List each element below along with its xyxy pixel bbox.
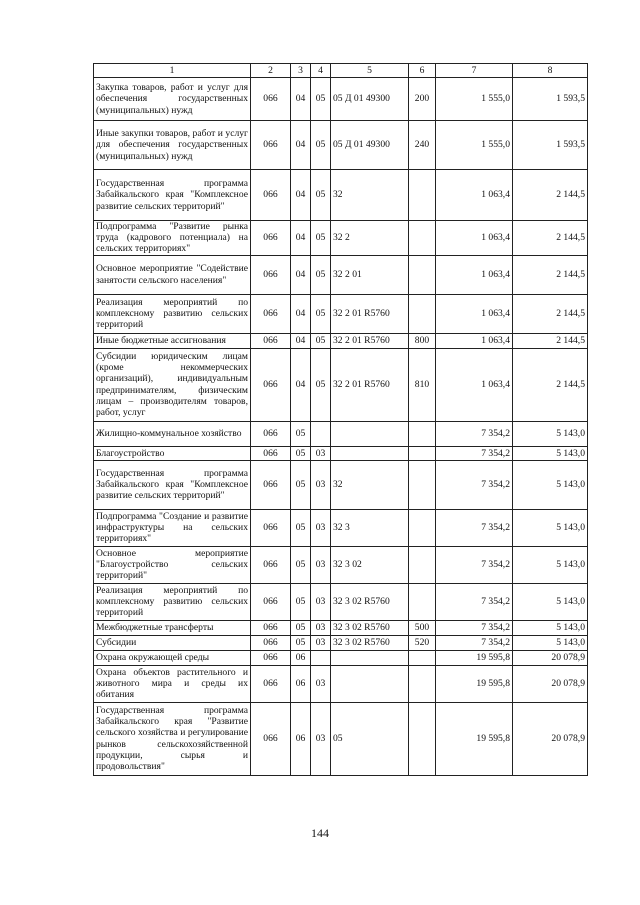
table-row (94, 546, 588, 583)
row-sum2-cell: 2 144,5 (513, 333, 588, 348)
row-name-cell: Субсидии (94, 635, 251, 650)
row-name-cell: Государственная программа Забайкальского края "Комплексное развитие сельских территорий" (94, 460, 251, 509)
row-vr-cell (409, 702, 436, 775)
row-vr-cell: 200 (409, 78, 436, 121)
row-vr-cell (409, 255, 436, 294)
row-pr-cell: 05 (311, 221, 331, 256)
row-rz-cell: 05 (291, 546, 311, 583)
row-sum2-cell: 2 144,5 (513, 294, 588, 333)
row-sum1-cell: 1 063,4 (436, 348, 513, 421)
row-rz-cell: 05 (291, 460, 311, 509)
row-pr-cell: 03 (311, 546, 331, 583)
row-name-cell: Государственная программа Забайкальского края "Комплексное развитие сельских территорий" (94, 170, 251, 221)
row-vr-cell: 800 (409, 333, 436, 348)
table-row (94, 255, 588, 294)
row-name-cell: Основное мероприятие "Содействие занятости сельского населения" (94, 255, 251, 294)
column-header: 6 (409, 64, 436, 78)
table-row (94, 702, 588, 775)
column-header: 8 (513, 64, 588, 78)
row-sum1-cell: 7 354,2 (436, 635, 513, 650)
row-gr-cell: 066 (251, 509, 291, 546)
row-sum2-cell: 2 144,5 (513, 221, 588, 256)
row-pr-cell (311, 650, 331, 665)
row-gr-cell: 066 (251, 294, 291, 333)
row-sum2-cell: 2 144,5 (513, 170, 588, 221)
row-sum1-cell: 7 354,2 (436, 446, 513, 460)
row-csr-cell: 32 3 02 R5760 (331, 620, 409, 635)
row-csr-cell: 32 3 02 (331, 546, 409, 583)
row-pr-cell: 05 (311, 294, 331, 333)
row-csr-cell: 32 2 01 R5760 (331, 294, 409, 333)
table-row (94, 348, 588, 421)
row-name-cell: Реализация мероприятий по комплексному развитию сельских территорий (94, 294, 251, 333)
row-name-cell: Государственная программа Забайкальского края "Развитие сельского хозяйства и регулирование рынков сельскохозяйственной продукции, сырья и продовольствия" (94, 702, 251, 775)
table-row (94, 78, 588, 121)
page-number: 144 (311, 826, 329, 840)
row-rz-cell: 04 (291, 348, 311, 421)
row-sum1-cell: 7 354,2 (436, 583, 513, 620)
row-gr-cell: 066 (251, 221, 291, 256)
column-header: 1 (94, 64, 251, 78)
column-header: 5 (331, 64, 409, 78)
row-sum1-cell: 19 595,8 (436, 650, 513, 665)
row-vr-cell (409, 446, 436, 460)
budget-table (93, 63, 588, 776)
row-vr-cell (409, 460, 436, 509)
row-rz-cell: 04 (291, 221, 311, 256)
row-csr-cell: 05 Д 01 49300 (331, 78, 409, 121)
row-pr-cell: 05 (311, 121, 331, 170)
row-sum2-cell: 20 078,9 (513, 702, 588, 775)
row-csr-cell: 05 Д 01 49300 (331, 121, 409, 170)
row-gr-cell: 066 (251, 620, 291, 635)
row-vr-cell (409, 546, 436, 583)
row-sum2-cell: 5 143,0 (513, 620, 588, 635)
row-vr-cell (409, 294, 436, 333)
row-pr-cell: 05 (311, 170, 331, 221)
row-gr-cell: 066 (251, 78, 291, 121)
row-sum2-cell: 2 144,5 (513, 348, 588, 421)
row-gr-cell: 066 (251, 421, 291, 446)
row-csr-cell (331, 421, 409, 446)
row-csr-cell: 32 3 02 R5760 (331, 635, 409, 650)
row-csr-cell: 32 (331, 460, 409, 509)
row-sum1-cell: 1 555,0 (436, 121, 513, 170)
row-vr-cell (409, 421, 436, 446)
row-pr-cell: 03 (311, 446, 331, 460)
table-row (94, 121, 588, 170)
row-rz-cell: 05 (291, 635, 311, 650)
row-csr-cell: 05 (331, 702, 409, 775)
row-sum1-cell: 1 555,0 (436, 78, 513, 121)
table-row (94, 650, 588, 665)
row-pr-cell: 05 (311, 333, 331, 348)
row-gr-cell: 066 (251, 446, 291, 460)
column-header: 2 (251, 64, 291, 78)
row-sum2-cell: 1 593,5 (513, 78, 588, 121)
table-row (94, 583, 588, 620)
row-csr-cell: 32 3 02 R5760 (331, 583, 409, 620)
row-pr-cell: 03 (311, 620, 331, 635)
row-gr-cell: 066 (251, 121, 291, 170)
row-gr-cell: 066 (251, 583, 291, 620)
row-pr-cell: 05 (311, 78, 331, 121)
row-vr-cell (409, 665, 436, 702)
row-sum2-cell: 20 078,9 (513, 665, 588, 702)
row-sum2-cell: 20 078,9 (513, 650, 588, 665)
row-vr-cell (409, 583, 436, 620)
row-gr-cell: 066 (251, 546, 291, 583)
table-row (94, 620, 588, 635)
row-pr-cell: 05 (311, 348, 331, 421)
row-name-cell: Подпрограмма "Развитие рынка труда (кадрового потенциала) на сельских территориях" (94, 221, 251, 256)
row-rz-cell: 06 (291, 702, 311, 775)
row-gr-cell: 066 (251, 333, 291, 348)
row-vr-cell: 240 (409, 121, 436, 170)
row-sum2-cell: 5 143,0 (513, 546, 588, 583)
row-sum1-cell: 1 063,4 (436, 170, 513, 221)
row-sum1-cell: 7 354,2 (436, 509, 513, 546)
row-sum2-cell: 5 143,0 (513, 509, 588, 546)
table-row (94, 446, 588, 460)
row-sum2-cell: 2 144,5 (513, 255, 588, 294)
row-rz-cell: 05 (291, 583, 311, 620)
row-sum2-cell: 5 143,0 (513, 635, 588, 650)
row-csr-cell: 32 2 01 R5760 (331, 348, 409, 421)
table-row (94, 509, 588, 546)
row-gr-cell: 066 (251, 635, 291, 650)
row-rz-cell: 04 (291, 121, 311, 170)
row-gr-cell: 066 (251, 255, 291, 294)
row-rz-cell: 05 (291, 446, 311, 460)
row-gr-cell: 066 (251, 460, 291, 509)
row-name-cell: Реализация мероприятий по комплексному развитию сельских территорий (94, 583, 251, 620)
row-rz-cell: 04 (291, 78, 311, 121)
row-gr-cell: 066 (251, 665, 291, 702)
row-sum1-cell: 1 063,4 (436, 333, 513, 348)
row-sum1-cell: 7 354,2 (436, 620, 513, 635)
row-name-cell: Закупка товаров, работ и услуг для обеспечения государственных (муниципальных) нужд (94, 78, 251, 121)
row-pr-cell (311, 421, 331, 446)
row-vr-cell (409, 650, 436, 665)
row-sum2-cell: 1 593,5 (513, 121, 588, 170)
header-row (94, 64, 588, 78)
row-vr-cell: 520 (409, 635, 436, 650)
row-vr-cell (409, 509, 436, 546)
table-row (94, 221, 588, 256)
row-rz-cell: 04 (291, 170, 311, 221)
row-sum1-cell: 1 063,4 (436, 221, 513, 256)
row-sum1-cell: 1 063,4 (436, 294, 513, 333)
column-header: 3 (291, 64, 311, 78)
row-name-cell: Жилищно-коммунальное хозяйство (94, 421, 251, 446)
table-row (94, 294, 588, 333)
row-rz-cell: 04 (291, 255, 311, 294)
row-sum1-cell: 1 063,4 (436, 255, 513, 294)
row-rz-cell: 05 (291, 620, 311, 635)
table-row (94, 460, 588, 509)
row-csr-cell: 32 2 01 R5760 (331, 333, 409, 348)
row-sum1-cell: 19 595,8 (436, 702, 513, 775)
table-row (94, 421, 588, 446)
row-sum2-cell: 5 143,0 (513, 583, 588, 620)
row-rz-cell: 06 (291, 650, 311, 665)
row-pr-cell: 03 (311, 665, 331, 702)
row-rz-cell: 05 (291, 421, 311, 446)
table-body (94, 78, 588, 776)
row-gr-cell: 066 (251, 702, 291, 775)
row-sum2-cell: 5 143,0 (513, 421, 588, 446)
row-csr-cell (331, 446, 409, 460)
row-vr-cell: 810 (409, 348, 436, 421)
row-vr-cell (409, 221, 436, 256)
row-gr-cell: 066 (251, 170, 291, 221)
row-name-cell: Иные бюджетные ассигнования (94, 333, 251, 348)
row-vr-cell (409, 170, 436, 221)
row-name-cell: Иные закупки товаров, работ и услуг для обеспечения государственных (муниципальных) нужд (94, 121, 251, 170)
row-sum1-cell: 7 354,2 (436, 421, 513, 446)
row-csr-cell: 32 2 01 (331, 255, 409, 294)
table-row (94, 665, 588, 702)
row-pr-cell: 05 (311, 255, 331, 294)
row-vr-cell: 500 (409, 620, 436, 635)
row-gr-cell: 066 (251, 348, 291, 421)
row-pr-cell: 03 (311, 509, 331, 546)
row-rz-cell: 04 (291, 294, 311, 333)
row-rz-cell: 06 (291, 665, 311, 702)
row-pr-cell: 03 (311, 583, 331, 620)
row-csr-cell (331, 665, 409, 702)
row-sum2-cell: 5 143,0 (513, 446, 588, 460)
row-name-cell: Благоустройство (94, 446, 251, 460)
row-pr-cell: 03 (311, 635, 331, 650)
row-name-cell: Основное мероприятие "Благоустройство сельских территорий" (94, 546, 251, 583)
row-csr-cell: 32 (331, 170, 409, 221)
row-name-cell: Межбюджетные трансферты (94, 620, 251, 635)
row-name-cell: Охрана объектов растительного и животного мира и среды их обитания (94, 665, 251, 702)
row-csr-cell: 32 2 (331, 221, 409, 256)
row-sum1-cell: 7 354,2 (436, 546, 513, 583)
row-csr-cell: 32 3 (331, 509, 409, 546)
table-row (94, 635, 588, 650)
row-sum1-cell: 7 354,2 (436, 460, 513, 509)
row-rz-cell: 04 (291, 333, 311, 348)
column-header: 4 (311, 64, 331, 78)
row-csr-cell (331, 650, 409, 665)
table-row (94, 170, 588, 221)
row-name-cell: Подпрограмма "Создание и развитие инфраструктуры на сельских территориях" (94, 509, 251, 546)
row-gr-cell: 066 (251, 650, 291, 665)
column-header: 7 (436, 64, 513, 78)
row-sum2-cell: 5 143,0 (513, 460, 588, 509)
row-sum1-cell: 19 595,8 (436, 665, 513, 702)
row-pr-cell: 03 (311, 460, 331, 509)
row-rz-cell: 05 (291, 509, 311, 546)
table-row (94, 333, 588, 348)
row-name-cell: Охрана окружающей среды (94, 650, 251, 665)
row-name-cell: Субсидии юридическим лицам (кроме некоммерческих организаций), индивидуальным предпринимателям, физическим лицам – производителям товаров, работ, услуг (94, 348, 251, 421)
row-pr-cell: 03 (311, 702, 331, 775)
